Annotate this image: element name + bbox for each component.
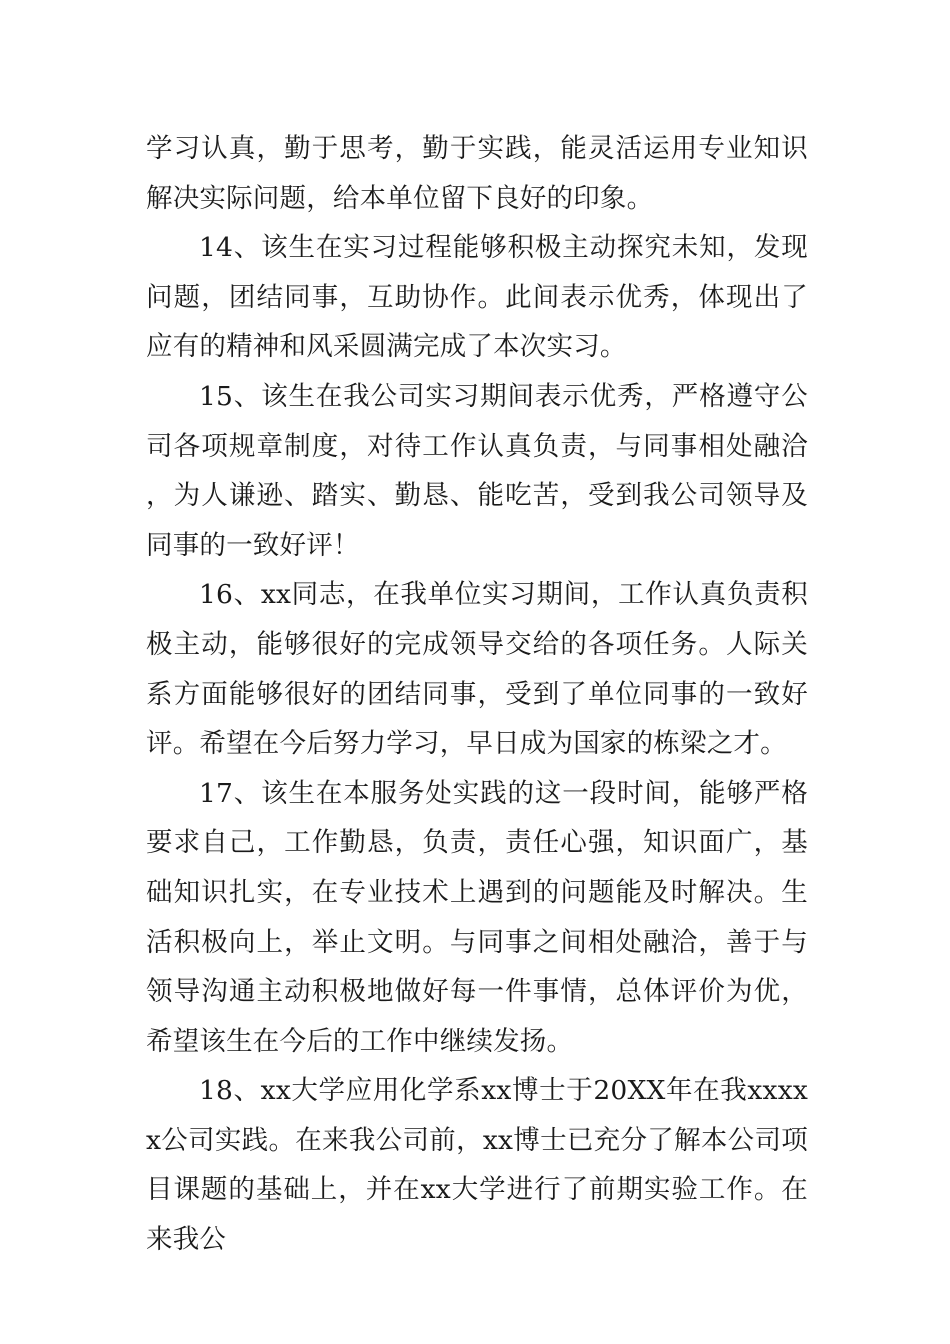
paragraph-17: 17、该生在本服务处实践的这一段时间，能够严格要求自己，工作勤恳，负责，责任心强，知识面广，基础知识扎实，在专业技术上遇到的问题能及时解决。生活积极向上，举止文明。与同事之间相处融洽，善于与领导沟通主动积极地做好每一件事情，总体评价为优，希望该生在今后的工作中继续发扬。 <box>146 777 808 1057</box>
paragraph-15: 15、该生在我公司实习期间表示优秀，严格遵守公司各项规章制度，对待工作认真负责，与同事相处融洽，为人谦逊、踏实、勤恳、能吃苦，受到我公司领导及同事的一致好评！ <box>146 380 808 561</box>
paragraph-16: 16、xx同志，在我单位实习期间，工作认真负责积极主动，能够很好的完成领导交给的各项任务。人际关系方面能够很好的团结同事，受到了单位同事的一致好评。希望在今后努力学习，早日成为国家的栋梁之才。 <box>146 579 808 760</box>
paragraph-continuation: 学习认真，勤于思考，勤于实践，能灵活运用专业知识解决实际问题，给本单位留下良好的印象。 <box>146 133 808 214</box>
paragraph-18: 18、xx大学应用化学系xx博士于20XX年在我xxxxx公司实践。在来我公司前，xx博士已充分了解本公司项目课题的基础上，并在xx大学进行了前期实验工作。在来我公 <box>146 1075 808 1256</box>
paragraph-14: 14、该生在实习过程能够积极主动探究未知，发现问题，团结同事，互助协作。此间表示优秀，体现出了应有的精神和风采圆满完成了本次实习。 <box>146 232 808 363</box>
document-body <box>146 124 808 1265</box>
